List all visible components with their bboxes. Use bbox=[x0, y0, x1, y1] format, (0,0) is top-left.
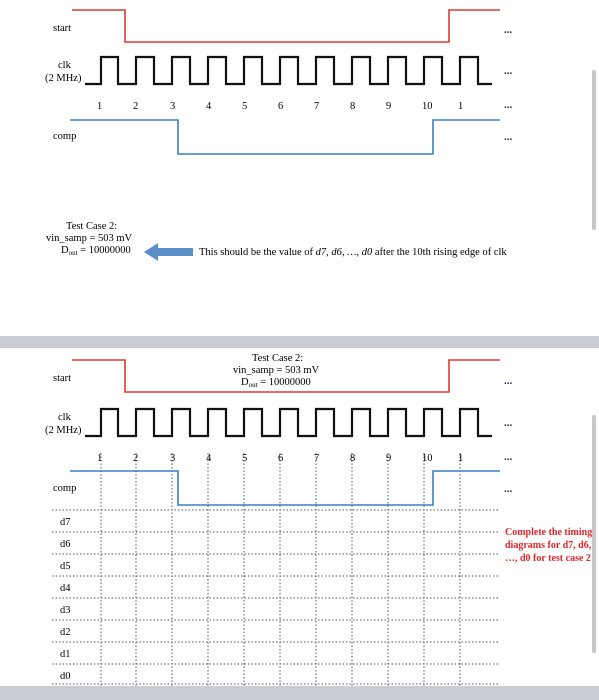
dout-value: = 10000000 bbox=[260, 377, 311, 388]
timing-diagram-bottom-svg bbox=[0, 348, 599, 686]
dout-subscript: out bbox=[68, 249, 78, 257]
cycle-number: 10 bbox=[422, 101, 433, 112]
cycle-number: 6 bbox=[278, 453, 284, 464]
cycle-number: 1 bbox=[97, 101, 103, 112]
grid-vertical-lines bbox=[101, 453, 460, 686]
cycle-number: 10 bbox=[422, 453, 433, 464]
ellipsis: ... bbox=[504, 451, 513, 463]
cycle-number: 4 bbox=[206, 453, 212, 464]
scrollbar[interactable] bbox=[592, 415, 596, 653]
cycle-number: 5 bbox=[242, 101, 248, 112]
clk-label: clk bbox=[58, 60, 71, 71]
bit-row-label-d1: d1 bbox=[60, 649, 71, 660]
comp-signal-wave bbox=[70, 471, 500, 505]
test-case-vin: vin_samp = 503 mV bbox=[233, 365, 320, 376]
scrollbar[interactable] bbox=[592, 70, 596, 230]
note-text bbox=[199, 247, 507, 258]
comp-signal-wave bbox=[70, 120, 500, 154]
dout-value: = 10000000 bbox=[80, 245, 131, 256]
start-signal-wave bbox=[72, 10, 500, 42]
timing-diagram-top-svg bbox=[0, 0, 599, 336]
clk-signal-wave bbox=[85, 57, 492, 84]
bit-row-label-d3: d3 bbox=[60, 605, 71, 616]
note-prefix: This should be the value of bbox=[199, 247, 316, 258]
cycle-number: 8 bbox=[350, 453, 356, 464]
clk-label: clk bbox=[58, 412, 71, 423]
panel-divider bbox=[0, 686, 599, 700]
ellipsis: ... bbox=[504, 99, 513, 111]
cycle-numbers-top bbox=[97, 101, 463, 112]
cycle-numbers-bottom bbox=[97, 453, 463, 464]
left-arrow-icon bbox=[144, 243, 193, 261]
clk-frequency-label: (2 MHz) bbox=[45, 425, 82, 436]
test-case-vin: vin_samp = 503 mV bbox=[46, 233, 133, 244]
test-case-dout bbox=[241, 377, 311, 391]
bit-row-label-d4: d4 bbox=[60, 583, 71, 594]
cycle-number: 5 bbox=[242, 453, 248, 464]
test-case-dout bbox=[61, 245, 131, 259]
timing-diagram-top bbox=[0, 0, 599, 336]
ellipsis: ... bbox=[504, 417, 513, 429]
comp-label: comp bbox=[53, 131, 77, 142]
bit-row-label-d2: d2 bbox=[60, 627, 71, 638]
clk-signal-wave bbox=[85, 409, 492, 436]
cycle-number: 4 bbox=[206, 101, 212, 112]
test-case-title: Test Case 2: bbox=[252, 353, 304, 364]
instruction-text: Complete the timing diagrams for d7, d6, …, d0 for test case 2 bbox=[505, 527, 593, 564]
cycle-number: 2 bbox=[133, 101, 139, 112]
timing-diagram-bottom bbox=[0, 348, 599, 686]
start-label: start bbox=[53, 373, 72, 384]
ellipsis: ... bbox=[504, 483, 513, 495]
cycle-number: 7 bbox=[314, 453, 320, 464]
cycle-number: 1 bbox=[458, 453, 464, 464]
dout-subscript: out bbox=[248, 381, 258, 389]
start-label: start bbox=[53, 23, 72, 34]
cycle-number: 7 bbox=[314, 101, 320, 112]
clk-frequency-label: (2 MHz) bbox=[45, 73, 82, 84]
cycle-number: 2 bbox=[133, 453, 139, 464]
cycle-number: 8 bbox=[350, 101, 356, 112]
comp-label: comp bbox=[53, 483, 77, 494]
cycle-number: 1 bbox=[97, 453, 103, 464]
bit-row-label-d7: d7 bbox=[60, 517, 71, 528]
test-case-title: Test Case 2: bbox=[66, 221, 118, 232]
ellipsis: ... bbox=[504, 24, 513, 36]
ellipsis: ... bbox=[504, 375, 513, 387]
ellipsis: ... bbox=[504, 65, 513, 77]
cycle-number: 6 bbox=[278, 101, 284, 112]
cycle-number: 3 bbox=[170, 101, 176, 112]
cycle-number: 9 bbox=[386, 453, 392, 464]
bit-row-label-d0: d0 bbox=[60, 671, 71, 682]
note-suffix: after the 10th rising edge of clk bbox=[372, 247, 507, 258]
cycle-number: 3 bbox=[170, 453, 176, 464]
grid-horizontal-lines bbox=[52, 510, 500, 684]
cycle-number: 9 bbox=[386, 101, 392, 112]
cycle-number: 1 bbox=[458, 101, 464, 112]
bit-row-label-d6: d6 bbox=[60, 539, 71, 550]
panel-divider bbox=[0, 336, 599, 348]
bit-row-labels bbox=[60, 517, 71, 682]
dout-label: D bbox=[241, 377, 249, 388]
dout-label: D bbox=[61, 245, 69, 256]
bit-row-label-d5: d5 bbox=[60, 561, 71, 572]
ellipsis: ... bbox=[504, 131, 513, 143]
note-bits: d7, d6, …, d0 bbox=[315, 247, 373, 258]
